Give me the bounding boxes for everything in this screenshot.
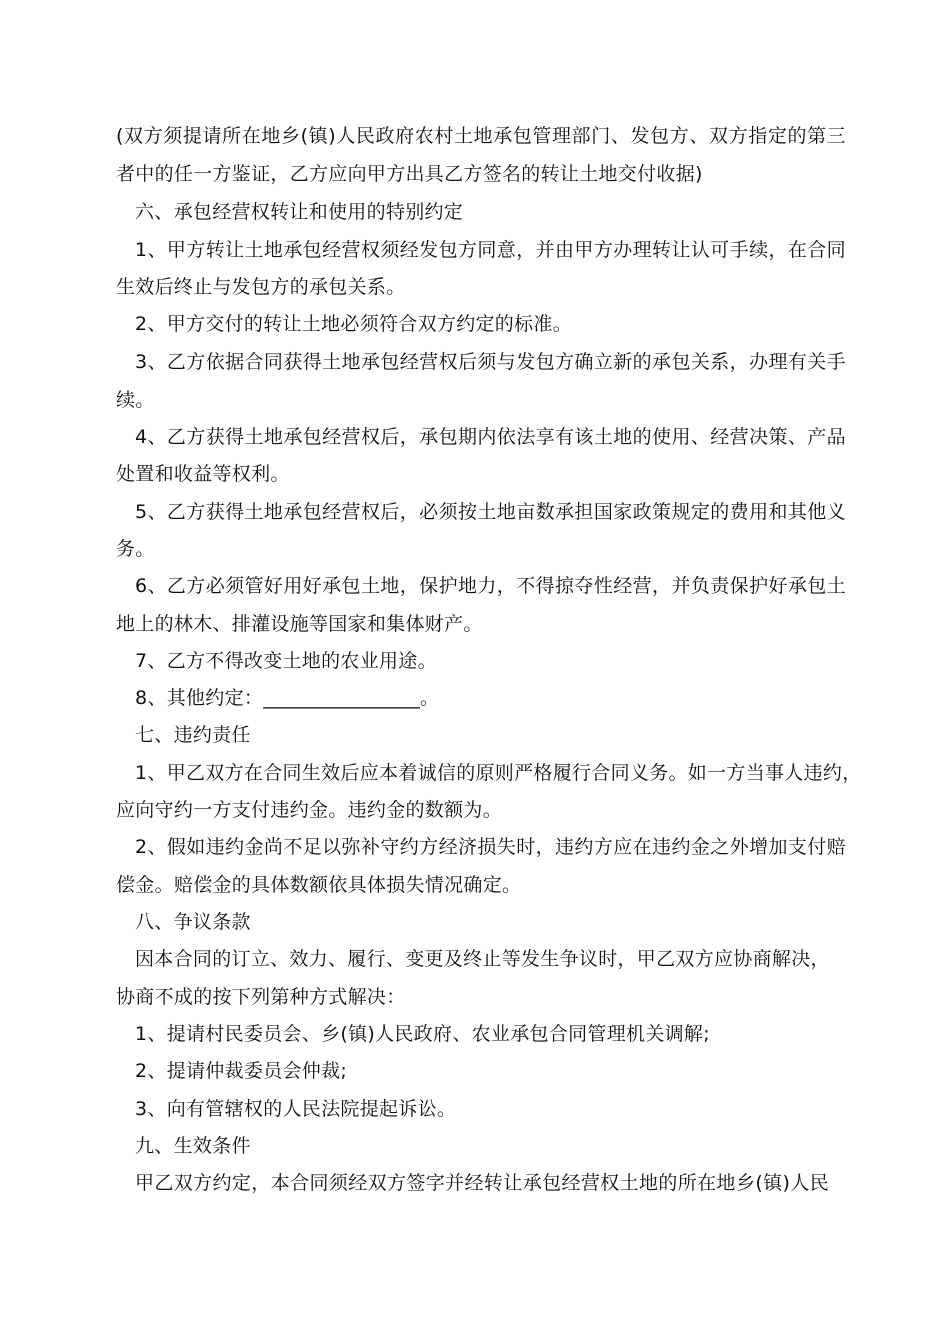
document-line: 应向守约一方支付违约金。违约金的数额为。 xyxy=(116,799,503,821)
section-heading: 七、违约责任 xyxy=(135,724,251,746)
document-line: 1、甲方转让土地承包经营权须经发包方同意，并由甲方办理转让认可手续，在合同 xyxy=(135,239,846,261)
document-line: 续。 xyxy=(116,389,155,411)
document-line: 2、假如违约金尚不足以弥补守约方经济损失时，违约方应在违约金之外增加支付赔 xyxy=(135,836,846,858)
document-line: 甲乙双方约定，本合同须经双方签字并经转让承包经营权土地的所在地乡(镇)人民 xyxy=(135,1172,829,1194)
document-line: 务。 xyxy=(116,538,155,560)
document-line: 协商不成的按下列第种方式解决： xyxy=(116,986,406,1008)
document-line: 3、向有管辖权的人民法院提起诉讼。 xyxy=(135,1098,457,1120)
document-line: 7、乙方不得改变土地的农业用途。 xyxy=(135,650,437,672)
document-line: 8、其他约定：________________。 xyxy=(135,687,440,709)
document-line: 1、提请村民委员会、乡(镇)人民政府、农业承包合同管理机关调解; xyxy=(135,1023,710,1045)
document-line: 者中的任一方鉴证，乙方应向甲方出具乙方签名的转让土地交付收据) xyxy=(116,163,703,185)
document-line: 2、甲方交付的转让土地必须符合双方约定的标准。 xyxy=(135,313,572,335)
section-heading: 六、承包经营权转让和使用的特别约定 xyxy=(135,201,464,223)
document-line: 偿金。赔偿金的具体数额依具体损失情况确定。 xyxy=(116,874,522,896)
document-line: 4、乙方获得土地承包经营权后，承包期内依法享有该土地的使用、经营决策、产品 xyxy=(135,426,846,448)
document-line: 6、乙方必须管好用好承包土地，保护地力，不得掠夺性经营，并负责保护好承包土 xyxy=(135,575,846,597)
document-line: 生效后终止与发包方的承包关系。 xyxy=(116,276,406,298)
document-line: 5、乙方获得土地承包经营权后，必须按土地亩数承担国家政策规定的费用和其他义 xyxy=(135,501,846,523)
document-line: 3、乙方依据合同获得土地承包经营权后须与发包方确立新的承包关系，办理有关手 xyxy=(135,351,846,373)
document-line: 2、提请仲裁委员会仲裁; xyxy=(135,1060,348,1082)
document-line: 因本合同的订立、效力、履行、变更及终止等发生争议时，甲乙双方应协商解决， xyxy=(135,948,830,970)
document-line: 处置和收益等权利。 xyxy=(116,463,290,485)
document-line: 地上的林木、排灌设施等国家和集体财产。 xyxy=(116,613,483,635)
section-heading: 九、生效条件 xyxy=(135,1135,251,1157)
section-heading: 八、争议条款 xyxy=(135,911,251,933)
document-line: 1、甲乙双方在合同生效后应本着诚信的原则严格履行合同义务。如一方当事人违约， xyxy=(135,762,862,784)
document-line: (双方须提请所在地乡(镇)人民政府农村土地承包管理部门、发包方、双方指定的第三 xyxy=(116,125,846,147)
